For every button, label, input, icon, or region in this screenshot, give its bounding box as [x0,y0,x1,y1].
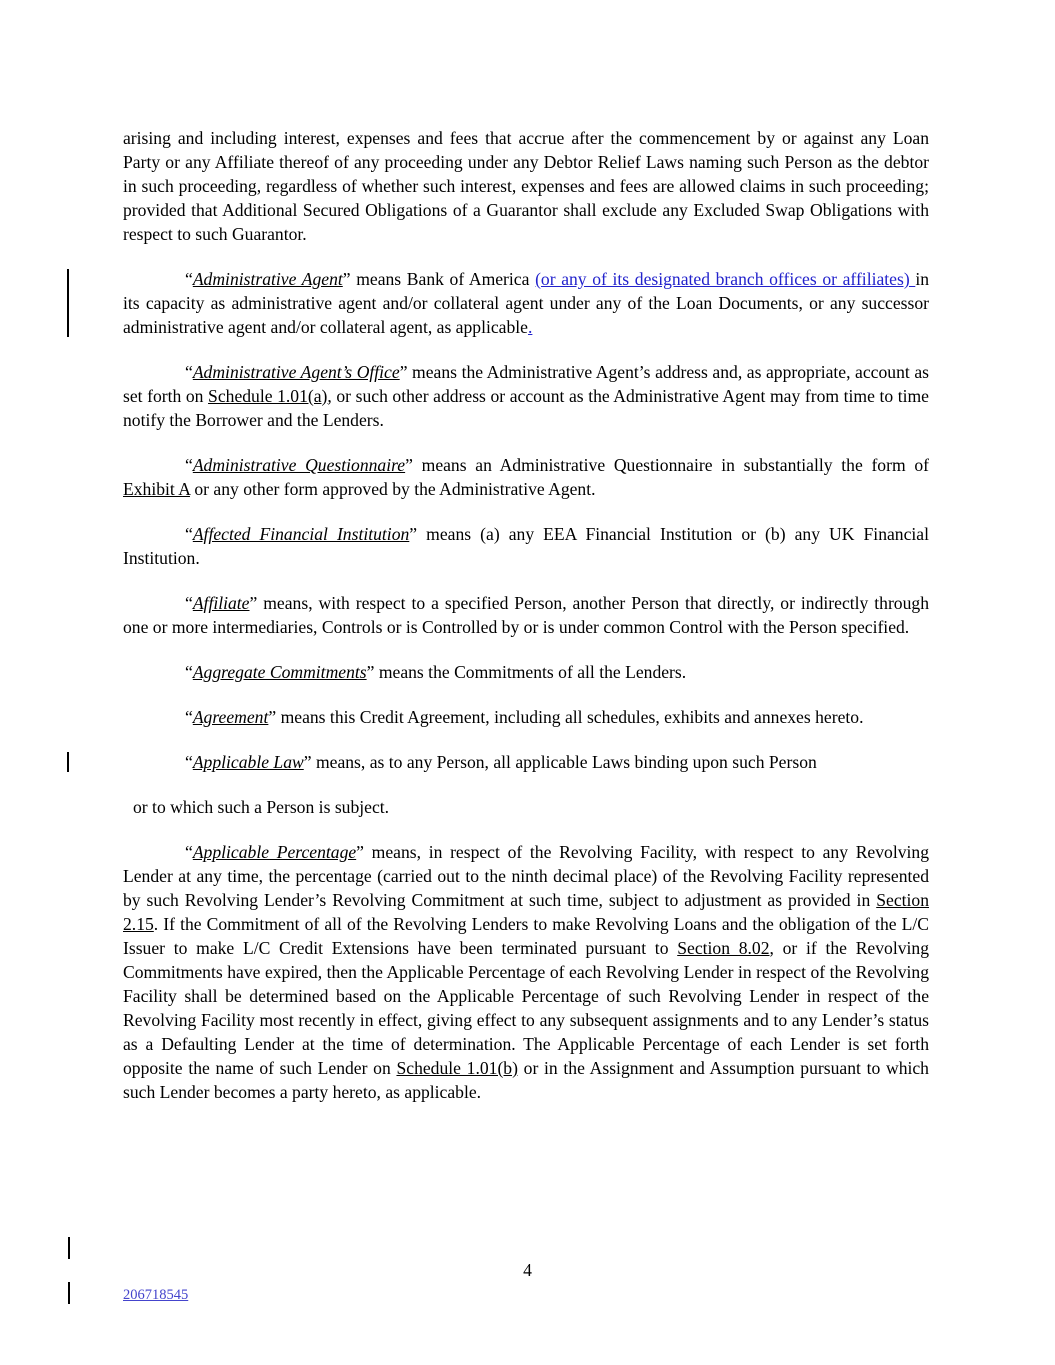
paragraph-applicable-law-continuation [123,795,929,819]
defined-term: Applicable Law [192,752,304,772]
text-run: . If the Commitment of all of the Revolving Lenders to make Revolving Loans and the obligation of the L/C Issuer to make L/C Credit Extensions have been terminated pursuant to [123,914,929,958]
cross-reference: Section 8.02 [677,938,770,958]
cross-reference: Schedule 1.01(b) [396,1058,518,1078]
text-run: arising and including interest, expenses and fees that accrue after the commencement by or against any Loan Party or any Affiliate thereof of any proceeding under any Debtor Relief Laws naming such Person as the debtor in such proceeding, regardless of whether such interest, expenses and fees are allowed claims in such proceeding; provided that Additional Secured Obligations of a Guarantor shall exclude any Excluded Swap Obligations with respect to such Guarantor. [123,128,929,244]
change-bar [68,1282,70,1304]
paragraph-agreement [123,705,929,729]
change-bar [67,752,69,772]
paragraph-aggregate-commitments [123,660,929,684]
text-run: “ [185,707,193,727]
text-run: ” means, as to any Person, all applicable Laws binding upon such Person [303,752,817,772]
text-run: , or such other address or account as the Administrative Agent may from time to time notify the Borrower and the Lenders. [123,386,929,430]
defined-term: Applicable Percentage [192,842,357,862]
defined-term: Administrative Agent [192,269,343,289]
paragraph-administrative-questionnaire [123,453,929,501]
paragraph-applicable-percentage [123,840,929,1104]
defined-term: Administrative Agent’s Office [192,362,400,382]
paragraph-affiliate [123,591,929,639]
paragraph-applicable-law [123,750,929,774]
text-run: in its capacity as administrative agent and/or collateral agent under any of the Loan Documents, or any successor administrative agent and/or collateral agent, as applicable [123,269,929,337]
text-run: or any other form approved by the Administrative Agent. [189,479,596,499]
text-run: ” means an Administrative Questionnaire in substantially the form of [405,455,929,475]
cross-reference: Schedule 1.01(a) [208,386,328,406]
text-run: ” means the Commitments of all the Lenders. [366,662,687,682]
text-run: “ [185,269,193,289]
change-bar [67,269,69,337]
change-bar [68,1237,70,1259]
defined-term: Administrative Questionnaire [192,455,406,475]
text-run: ” means (a) any EEA Financial Institution or (b) any UK Financial Institution. [123,524,929,568]
text-run: “ [185,842,193,862]
text-run: “ [185,524,193,544]
text-run: “ [185,593,193,613]
text-run: ” means, with respect to a specified Person, another Person that directly, or indirectly through one or more intermediaries, Controls or is Controlled by or is under common Control with the Person specified. [123,593,929,637]
defined-term: Affiliate [192,593,250,613]
text-run: ” means Bank of America [342,269,536,289]
cross-reference: Exhibit A [123,479,190,499]
paragraph-continuation [123,126,929,246]
text-run: or in the Assignment and Assumption pursuant to which such Lender becomes a party hereto, as applicable. [123,1058,929,1102]
text-run: or to which such a Person is subject. [133,797,390,817]
page-number: 4 [523,1260,532,1280]
text-run: “ [185,362,193,382]
text-run: ” means this Credit Agreement, including all schedules, exhibits and annexes hereto. [268,707,864,727]
inserted-text: (or any of its designated branch offices or affiliates) [535,269,916,289]
text-run: “ [185,662,193,682]
text-run: “ [185,455,193,475]
document-body [123,126,929,1125]
paragraph-administrative-agent [123,267,929,339]
paragraph-affected-financial-institution [123,522,929,570]
cross-reference: Section 2.15 [123,890,929,934]
paragraph-administrative-agents-office [123,360,929,432]
defined-term: Affected Financial Institution [192,524,410,544]
defined-term: Aggregate Commitments [192,662,367,682]
text-run: ” means the Administrative Agent’s address and, as appropriate, account as set forth on [123,362,929,406]
document-id-footer: 206718545 [123,1287,189,1303]
defined-term: Agreement [192,707,269,727]
text-run: ” means, in respect of the Revolving Facility, with respect to any Revolving Lender at any time, the percentage (carried out to the ninth decimal place) of the Revolving Facility represented by such Revolving Lender’s Revolving Commitment at such time, subject to adjustment as provided in [123,842,929,910]
inserted-text: . [527,317,533,337]
text-run: , or if the Revolving Commitments have expired, then the Applicable Percentage of each Revolving Lender in respect of the Revolving Facility shall be determined based on the Applicable Percentage of such Revolving Lender in respect of the Revolving Facility most recently in effect, giving effect to any subsequent assignments and to any Lender’s status as a Defaulting Lender at the time of determination. The Applicable Percentage of each Lender is set forth opposite the name of such Lender on [123,938,929,1078]
text-run: “ [185,752,193,772]
